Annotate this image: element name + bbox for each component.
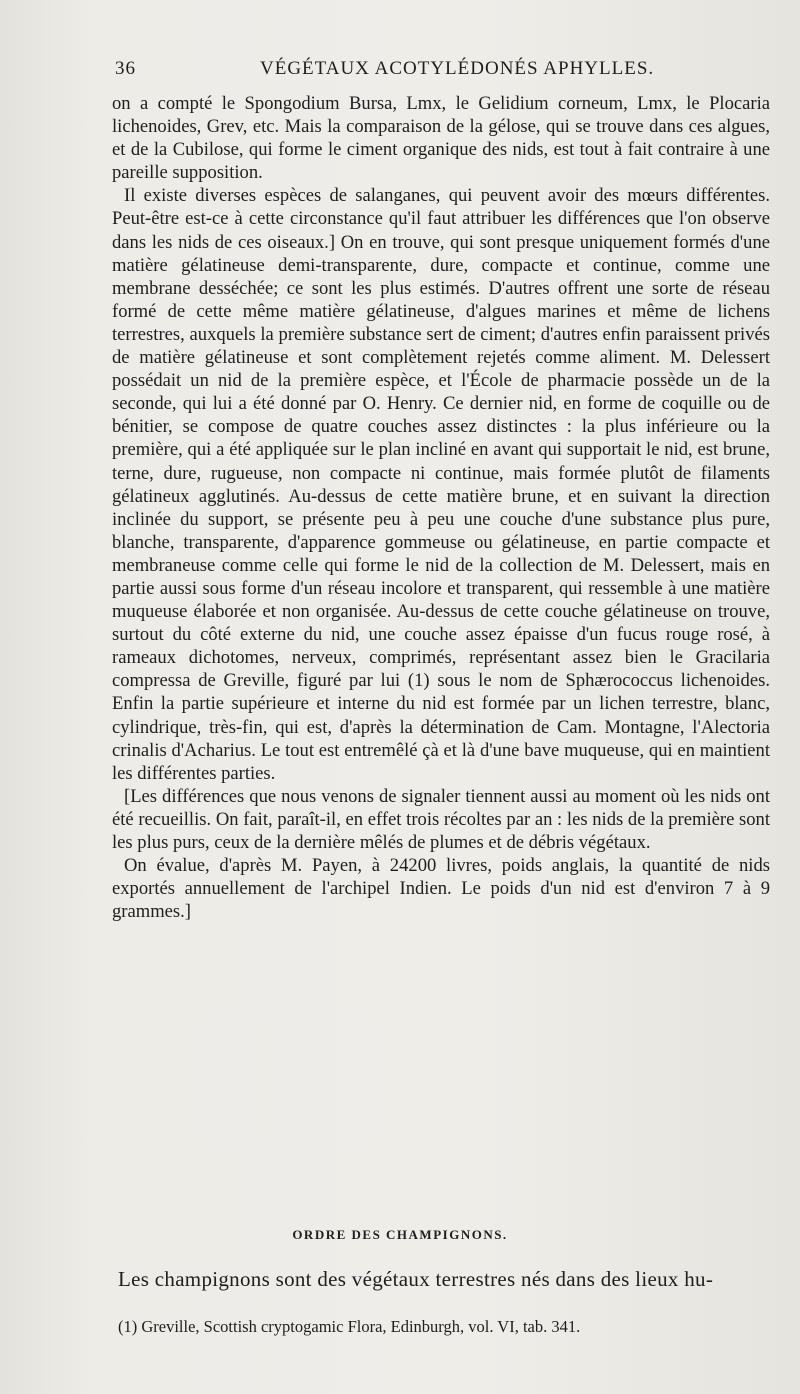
paragraph: On évalue, d'après M. Payen, à 24200 livres, poids anglais, la quantité de nids exportés annuellement de l'archipel Indien. Le poids d'un nid est d'environ 7 à 9 grammes.]	[112, 855, 770, 923]
running-head: VÉGÉTAUX ACOTYLÉDONÉS APHYLLES.	[260, 58, 655, 79]
section-heading: ORDRE DES CHAMPIGNONS.	[292, 1227, 508, 1242]
page-header	[115, 58, 715, 88]
body-text	[112, 92, 770, 923]
paragraph-start: Les champignons sont des végétaux terrestres nés dans des lieux hu-	[118, 1267, 714, 1291]
paragraph: [Les différences que nous venons de signaler tiennent aussi au moment où les nids ont été recueillis. On fait, paraît-il, en effet trois récoltes par an : les nids de la première sont les plus purs, ceux de la dernière mêlés de plumes et de débris végétaux.	[112, 785, 770, 853]
paragraph: Il existe diverses espèces de salanganes, qui peuvent avoir des mœurs différentes. Peut-être est-ce à cette circonstance qu'il faut attribuer les différences que l'on observe dans les nids de ces oiseaux.] On en trouve, qui sont presque uniquement formés d'une matière gélatineuse demi-transparente, dure, compacte et continue, comme une membrane desséchée; ce sont les plus estimés. D'autres offrent une sorte de réseau formé de cette même matière gélatineuse, d'algues marines et même de lichens terrestres, auxquels la première substance sert de ciment; d'autres enfin paraissent privés de matière gélatineuse et sont complètement rejetés comme aliment. M. Delessert possédait un nid de la première espèce, et l'École de pharmacie possède un de la seconde, qui lui a été donné par O. Henry. Ce dernier nid, en forme de coquille ou de bénitier, se compose de quatre couches assez distinctes : la plus inférieure ou la première, qui a été appliquée sur le plan incliné en avant qui supportait le nid, est brune, terne, dure, rugueuse, non compacte ni continue, mais formée plutôt de filaments gélatineux agglutinés. Au-dessus de cette matière brune, et en suivant la direction inclinée du support, se présente peu à peu une couche d'une substance plus pure, blanche, transparente, d'apparence gommeuse ou gélatineuse, en partie compacte et membraneuse comme celle qui forme le nid de la collection de M. Delessert, mais en partie aussi sous forme d'un réseau incolore et transparent, qui ressemble à une matière muqueuse élaborée et non organisée. Au-dessus de cette couche gélatineuse on trouve, surtout du côté externe du nid, une couche assez épaisse d'un fucus rouge rosé, à rameaux dichotomes, nerveux, comprimés, représentant assez bien le Gracilaria compressa de Greville, figuré par lui (1) sous le nom de Sphærococcus lichenoides. Enfin la partie supérieure et interne du nid est formée par un lichen terrestre, blanc, cylindrique, très-fin, qui est, d'après la détermination de Cam. Montagne, l'Alectoria crinalis d'Acharius. Le tout est entremêlé çà et là d'une bave muqueuse, qui en maintient les différentes parties.	[112, 185, 770, 784]
paragraph: on a compté le Spongodium Bursa, Lmx, le Gelidium corneum, Lmx, le Plocaria lichenoides, Grev, etc. Mais la comparaison de la gélose, qui se trouve dans ces algues, et de la Cubilose, qui forme le ciment organique des nids, est tout à fait contraire à une pareille supposition.	[112, 93, 770, 184]
page-number: 36	[115, 58, 136, 79]
footnote: (1) Greville, Scottish cryptogamic Flora, Edinburgh, vol. VI, tab. 341.	[118, 1317, 581, 1336]
